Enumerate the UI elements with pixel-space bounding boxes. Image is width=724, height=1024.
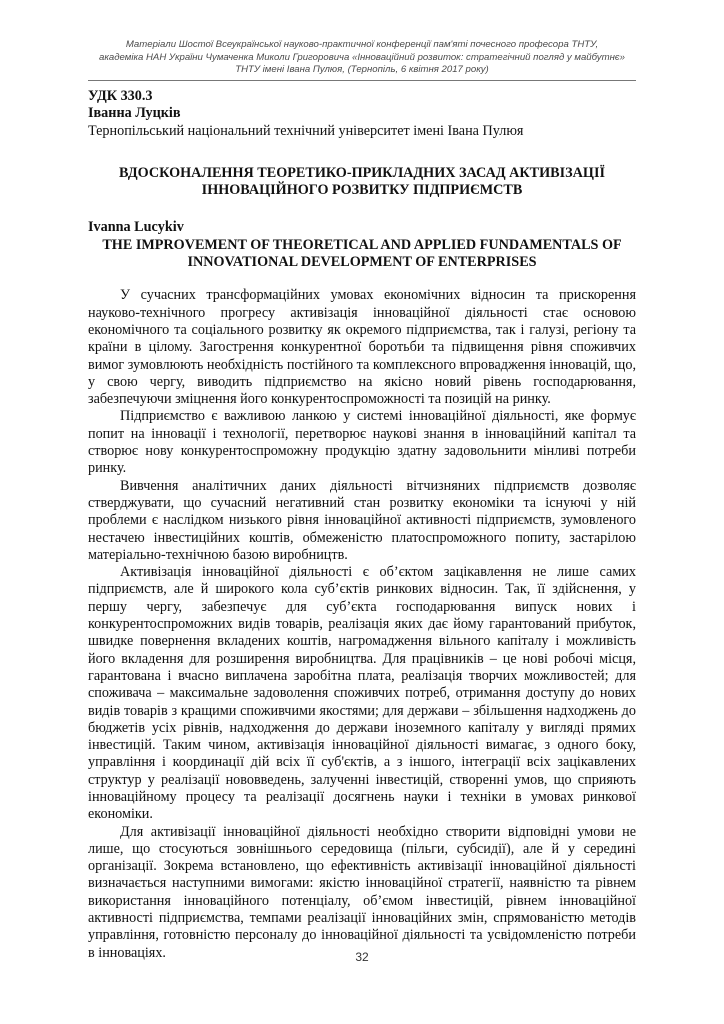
title-en-line-2: INNOVATIONAL DEVELOPMENT OF ENTERPRISES [187,254,537,271]
title-ua-line-2: ІННОВАЦІЙНОГО РОЗВИТКУ ПІДПРИЄМСТВ [201,182,523,199]
title-ua-line-1: ВДОСКОНАЛЕННЯ ТЕОРЕТИКО-ПРИКЛАДНИХ ЗАСАД АКТИВІЗАЦІЇ [119,164,605,181]
page-number: 32 [355,950,369,964]
article-title-ua [88,165,636,200]
header-line-3: ТНТУ імені Івана Пулюя, (Тернопіль, 6 квітня 2017 року) [235,64,489,75]
udc-code: УДК 330.3 [88,88,153,104]
title-en-line-1: THE IMPROVEMENT OF THEORETICAL AND APPLIED FUNDAMENTALS OF [102,236,622,253]
body-paragraph-5: Для активізації інноваційної діяльності необхідно створити відповідні умови не лише, що стосуються зовнішнього середовища (пільги, субсидії), але й у середині організації. Зокрема встановлено, що ефективність активізації інноваційної діяльності визначається наступними вимогами: якістю інноваційної стратегії, наявністю та рівнем використання інноваційного потенціалу, об’ємом інвестицій, рівнем інноваційної активності підприємства, темпами реалізації інноваційних змін, спрямованістю методів управління, готовністю персоналу до інноваційної діяльності та усвідомленістю потреби в інноваціях. [88,823,636,961]
body-paragraph-1: У сучасних трансформаційних умовах економічних відносин та прискорення науково-технічного прогресу активізація інноваційної діяльності стає основою економічного та соціального розвитку як окремого підприємства, так і галузі, регіону та країни в цілому. Загострення конкурентної боротьби та підвищення рівня споживчих вимог зумовлюють необхідність постійного та комплексного впровадження інновацій, що, у свою чергу, виводить підприємство на якісно новий рівень господарювання, забезпечуючи зміцнення його конкурентоспроможності та позицій на ринку. [88,287,636,408]
header-line-1: Матеріали Шостої Всеукраїнської науково-практичної конференції пам'яті почесного професора ТНТУ, [125,39,599,50]
header-line-2: академіка НАН України Чумаченка Миколи Григоровича «Інноваційний розвиток: стратегічний погляд у майбутнє» [99,51,625,63]
conference-header [60,39,664,77]
header-divider [88,80,636,81]
article-content [88,88,636,962]
body-paragraph-2: Підприємство є важливою ланкою у системі інноваційної діяльності, яке формує попит на інновації і технології, перетворює наукові знання в інноваційний капітал та створює нову конкурентоспроможну продукцію здатну задовольнити мінливі потреби ринку. [88,408,636,477]
author-name-ua: Іванна Луцків [88,105,181,122]
author-name-en: Ivanna Lucykiv [88,219,184,236]
author-affiliation: Тернопільський національний технічний університет імені Івана Пулюя [88,122,524,139]
body-paragraph-3: Вивчення аналітичних даних діяльності вітчизняних підприємств дозволяє стверджувати, що сучасний негативний стан розвитку економіки та існуючі у ній проблеми є наслідком низького рівня інноваційної активності підприємств, зумовленого нестачею інвестиційних коштів, обмеженістю платоспроможного попиту, застарілою матеріально-технічною базою виробництв. [88,477,636,563]
article-title-en [88,237,636,272]
article-body [88,287,636,962]
body-paragraph-4: Активізація інноваційної діяльності є об’єктом зацікавлення не лише самих підприємств, але й широкого кола суб’єктів ринкових відносин. Так, її здійснення, у першу чергу, забезпечує для суб’єкта господарювання випуск нових і конкурентоспроможних видів товарів, реалізація яких дає йому гарантований прибуток, швидке повернення вкладених коштів, нагромадження вільного капіталу і можливість його вкладення для розширення виробництва. Для працівників – це нові робочі місця, гарантована і вчасно виплачена заробітна плата, реалізація творчих можливостей; для споживача – максимальне задоволення споживчих потреб, отримання доступу до нових видів товарів з кращими споживчими якостями; для держави – збільшення надходжень до бюджетів усіх рівнів, надходження до держави іноземного капіталу у вигляді прямих інвестицій. Таким чином, активізація інноваційної діяльності вимагає, з одного боку, управління і координації дій всіх її суб'єктів, а з іншого, інтеграції всіх зацікавлених структур у реалізації нововведень, залученні інвестицій, створенні умов, що сприяють інноваційному процесу та реалізації досягнень науки і техніки в умовах ринкової економіки. [88,564,636,823]
